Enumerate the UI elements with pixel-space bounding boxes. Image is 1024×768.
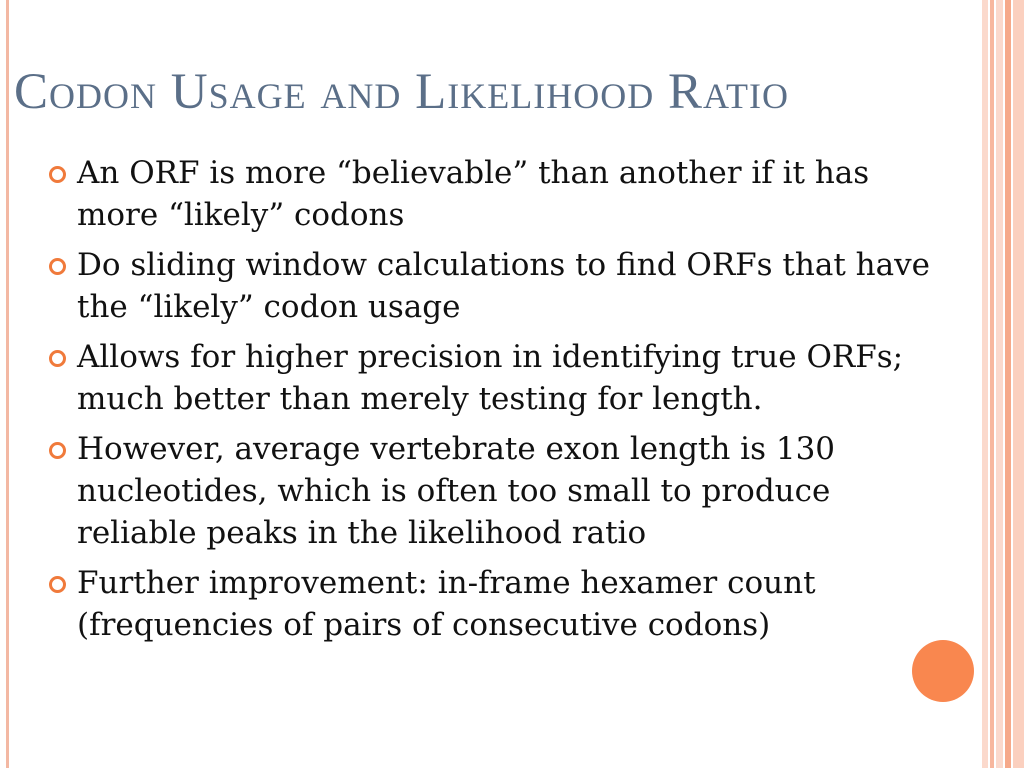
bullet-item	[45, 244, 945, 328]
stripe	[1005, 0, 1011, 768]
ring-bullet-icon	[49, 576, 66, 593]
stripe	[982, 0, 988, 768]
bullet-text: However, average vertebrate exon length is 130 nucleotides, which is often too small to produce reliable peaks in the likelihood ratio	[77, 431, 836, 551]
ring-bullet-icon	[49, 442, 66, 459]
bullet-item	[45, 152, 945, 236]
ring-bullet-icon	[49, 350, 66, 367]
bullet-item	[45, 336, 945, 420]
bullet-text: Allows for higher precision in identifying true ORFs; much better than merely testing for length.	[77, 339, 904, 417]
bullet-text: An ORF is more “believable” than another if it has more “likely” codons	[77, 155, 870, 233]
bullet-text: Do sliding window calculations to find ORFs that have the “likely” codon usage	[77, 247, 930, 325]
right-decorative-stripes	[982, 0, 1024, 768]
bullet-list	[45, 152, 945, 654]
slide-title: Codon Usage and Likelihood Ratio	[14, 64, 789, 120]
stripe	[1013, 0, 1024, 768]
bullet-item	[45, 428, 945, 554]
left-border-line	[6, 0, 9, 768]
stripe	[990, 0, 994, 768]
stripe	[996, 0, 1003, 768]
bullet-text: Further improvement: in-frame hexamer count (frequencies of pairs of consecutive codons)	[77, 565, 816, 643]
ring-bullet-icon	[49, 258, 66, 275]
bullet-item	[45, 562, 945, 646]
ring-bullet-icon	[49, 166, 66, 183]
decorative-circle	[912, 640, 974, 702]
